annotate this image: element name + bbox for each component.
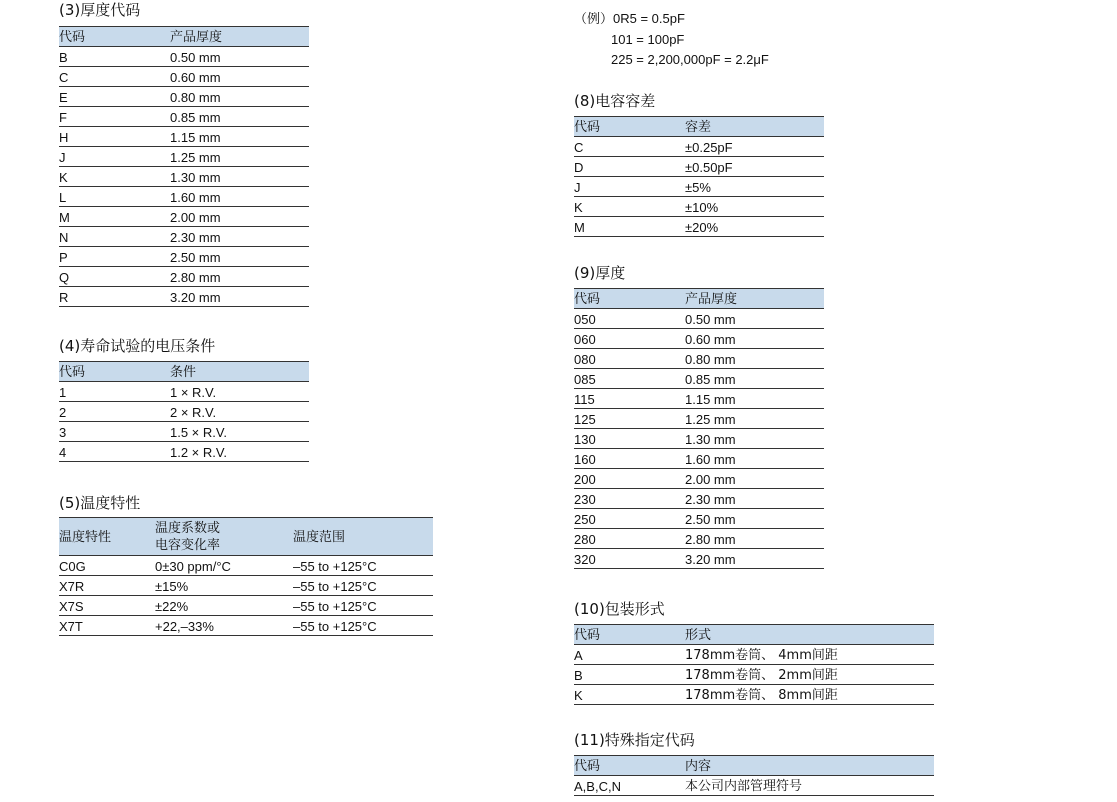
- table-row: [574, 645, 934, 665]
- table-row: [574, 665, 934, 685]
- table-row: [59, 247, 309, 267]
- cell-coeff: ±22%: [155, 596, 293, 616]
- cell-code: 200: [574, 469, 685, 489]
- column-header-tolerance: 容差: [685, 117, 824, 137]
- column-header-code: 代码: [574, 117, 685, 137]
- cell-value: 0.85 mm: [170, 107, 309, 127]
- table-row: [59, 107, 309, 127]
- table-row: [59, 596, 433, 616]
- table-row: [59, 287, 309, 307]
- table-row: [59, 227, 309, 247]
- cell-code: 060: [574, 329, 685, 349]
- example-line: [574, 9, 769, 30]
- cell-value: 0.50 mm: [170, 47, 309, 67]
- cell-code: F: [59, 107, 170, 127]
- cell-code: 250: [574, 509, 685, 529]
- cell-value: 1.25 mm: [170, 147, 309, 167]
- table-header-row: [574, 289, 824, 309]
- example-line: [574, 50, 769, 70]
- cell-value: 1.5 × R.V.: [170, 422, 309, 442]
- cell-value: 1.15 mm: [685, 389, 824, 409]
- tolerance-title: (8)电容容差: [574, 92, 656, 110]
- capacitance-example: [574, 9, 769, 70]
- cell-value: 2.80 mm: [685, 529, 824, 549]
- cell-value: ±10%: [685, 197, 824, 217]
- table-row: [574, 509, 824, 529]
- table-row: [59, 207, 309, 227]
- column-header-form: 形式: [685, 625, 934, 645]
- cell-code: 130: [574, 429, 685, 449]
- table-row: [59, 167, 309, 187]
- cell-range: –55 to +125°C: [293, 596, 433, 616]
- table-row: [59, 402, 309, 422]
- cell-value: ±0.50pF: [685, 157, 824, 177]
- table-row: [574, 429, 824, 449]
- table-row: [574, 776, 934, 796]
- table-row: [574, 389, 824, 409]
- example-text: 101 = 100pF: [611, 32, 685, 47]
- cell-code: E: [59, 87, 170, 107]
- column-header-thickness: 产品厚度: [170, 27, 309, 47]
- table-header-row: [574, 117, 824, 137]
- cell-coeff: 0±30 ppm/°C: [155, 556, 293, 576]
- cell-value: 3.20 mm: [685, 549, 824, 569]
- table-row: [574, 329, 824, 349]
- example-prefix: （例）: [574, 12, 614, 27]
- cell-value: 3.20 mm: [170, 287, 309, 307]
- cell-code: Q: [59, 267, 170, 287]
- table-row: [59, 147, 309, 167]
- table-row: [574, 217, 824, 237]
- table-row: [574, 137, 824, 157]
- column-header-code: 代码: [59, 27, 170, 47]
- table-row: [59, 67, 309, 87]
- cell-code: C0G: [59, 556, 155, 576]
- cell-code: 320: [574, 549, 685, 569]
- cell-code: 080: [574, 349, 685, 369]
- cell-value: 2.50 mm: [685, 509, 824, 529]
- table-row: [59, 556, 433, 576]
- cell-code: X7R: [59, 576, 155, 596]
- tolerance-table: [574, 116, 824, 237]
- cell-code: 3: [59, 422, 170, 442]
- cell-value: 2.50 mm: [170, 247, 309, 267]
- cell-code: N: [59, 227, 170, 247]
- cell-value: ±20%: [685, 217, 824, 237]
- cell-code: C: [574, 137, 685, 157]
- table-row: [574, 549, 824, 569]
- example-text: 225 = 2,200,000pF = 2.2μF: [611, 52, 769, 67]
- cell-code: 280: [574, 529, 685, 549]
- cell-code: 115: [574, 389, 685, 409]
- cell-code: D: [574, 157, 685, 177]
- cell-value: 178mm卷筒、 2mm间距: [685, 665, 934, 685]
- column-header-code: 代码: [59, 362, 170, 382]
- cell-value: 1.2 × R.V.: [170, 442, 309, 462]
- temperature-title: (5)温度特性: [59, 494, 141, 512]
- cell-code: P: [59, 247, 170, 267]
- cell-value: 0.80 mm: [685, 349, 824, 369]
- cell-code: K: [574, 197, 685, 217]
- cell-value: 2 × R.V.: [170, 402, 309, 422]
- table-header-row: [59, 27, 309, 47]
- example-text: 0R5 = 0.5pF: [613, 11, 685, 26]
- column-header-code: 代码: [574, 756, 685, 776]
- cell-value: 0.80 mm: [170, 87, 309, 107]
- cell-value: 本公司内部管理符号: [685, 776, 934, 796]
- thickness-table: [59, 26, 309, 307]
- column-header-code: 代码: [574, 625, 685, 645]
- table-row: [574, 469, 824, 489]
- cell-code: L: [59, 187, 170, 207]
- table-row: [574, 309, 824, 329]
- table-row: [59, 422, 309, 442]
- cell-code: 125: [574, 409, 685, 429]
- cell-code: 085: [574, 369, 685, 389]
- table-row: [574, 489, 824, 509]
- cell-code: H: [59, 127, 170, 147]
- cell-value: 2.00 mm: [685, 469, 824, 489]
- cell-value: 1.30 mm: [170, 167, 309, 187]
- thickness-title: (3)厚度代码: [59, 1, 141, 19]
- temperature-table: [59, 517, 433, 636]
- table-row: [59, 382, 309, 402]
- cell-value: 2.00 mm: [170, 207, 309, 227]
- column-header-temp-coeff: 温度系数或 电容变化率: [155, 518, 293, 556]
- cell-code: M: [59, 207, 170, 227]
- cell-value: 178mm卷筒、 8mm间距: [685, 685, 934, 705]
- table-row: [574, 157, 824, 177]
- table-header-row: [59, 518, 433, 556]
- cell-range: –55 to +125°C: [293, 616, 433, 636]
- column-header-thickness: 产品厚度: [685, 289, 824, 309]
- column-header-temp-char: 温度特性: [59, 518, 155, 556]
- table-row: [574, 369, 824, 389]
- cell-code: X7S: [59, 596, 155, 616]
- example-line: [574, 30, 769, 50]
- table-row: [574, 349, 824, 369]
- life-test-table: [59, 361, 309, 462]
- cell-code: 050: [574, 309, 685, 329]
- table-header-row: [574, 625, 934, 645]
- column-header-temp-range: 温度范围: [293, 518, 433, 556]
- cell-value: 2.80 mm: [170, 267, 309, 287]
- cell-code: X7T: [59, 616, 155, 636]
- cell-range: –55 to +125°C: [293, 576, 433, 596]
- cell-value: 1.15 mm: [170, 127, 309, 147]
- cell-value: 0.60 mm: [170, 67, 309, 87]
- table-row: [574, 685, 934, 705]
- cell-code: M: [574, 217, 685, 237]
- cell-code: B: [574, 665, 685, 685]
- cell-code: J: [59, 147, 170, 167]
- cell-value: 1.60 mm: [170, 187, 309, 207]
- column-header-content: 内容: [685, 756, 934, 776]
- table-row: [574, 409, 824, 429]
- packaging-table: [574, 624, 934, 705]
- cell-value: 2.30 mm: [685, 489, 824, 509]
- table-row: [59, 267, 309, 287]
- thickness9-title: (9)厚度: [574, 264, 626, 282]
- column-header-condition: 条件: [170, 362, 309, 382]
- table-header-row: [59, 362, 309, 382]
- cell-value: 0.60 mm: [685, 329, 824, 349]
- table-row: [59, 187, 309, 207]
- table-row: [574, 177, 824, 197]
- cell-code: K: [59, 167, 170, 187]
- cell-code: K: [574, 685, 685, 705]
- table-row: [574, 529, 824, 549]
- cell-value: 1.60 mm: [685, 449, 824, 469]
- table-row: [574, 197, 824, 217]
- cell-value: 178mm卷筒、 4mm间距: [685, 645, 934, 665]
- table-row: [59, 47, 309, 67]
- cell-code: 2: [59, 402, 170, 422]
- cell-value: 1 × R.V.: [170, 382, 309, 402]
- cell-code: 1: [59, 382, 170, 402]
- table-row: [59, 127, 309, 147]
- cell-code: C: [59, 67, 170, 87]
- cell-value: 1.30 mm: [685, 429, 824, 449]
- cell-code: A: [574, 645, 685, 665]
- column-header-code: 代码: [574, 289, 685, 309]
- cell-code: B: [59, 47, 170, 67]
- cell-code: 4: [59, 442, 170, 462]
- cell-coeff: +22,–33%: [155, 616, 293, 636]
- table-row: [574, 449, 824, 469]
- cell-code: A,B,C,N: [574, 776, 685, 796]
- cell-value: 2.30 mm: [170, 227, 309, 247]
- cell-value: 0.85 mm: [685, 369, 824, 389]
- cell-code: 230: [574, 489, 685, 509]
- table-row: [59, 442, 309, 462]
- cell-code: 160: [574, 449, 685, 469]
- table-row: [59, 87, 309, 107]
- life-test-title: (4)寿命试验的电压条件: [59, 337, 216, 355]
- cell-value: ±0.25pF: [685, 137, 824, 157]
- packaging-title: (10)包装形式: [574, 600, 665, 618]
- table-header-row: [574, 756, 934, 776]
- cell-code: R: [59, 287, 170, 307]
- cell-value: 1.25 mm: [685, 409, 824, 429]
- special-table: [574, 755, 934, 796]
- cell-value: ±5%: [685, 177, 824, 197]
- table-row: [59, 576, 433, 596]
- cell-value: 0.50 mm: [685, 309, 824, 329]
- cell-code: J: [574, 177, 685, 197]
- cell-range: –55 to +125°C: [293, 556, 433, 576]
- cell-coeff: ±15%: [155, 576, 293, 596]
- thickness9-table: [574, 288, 824, 569]
- table-row: [59, 616, 433, 636]
- special-title: (11)特殊指定代码: [574, 731, 695, 749]
